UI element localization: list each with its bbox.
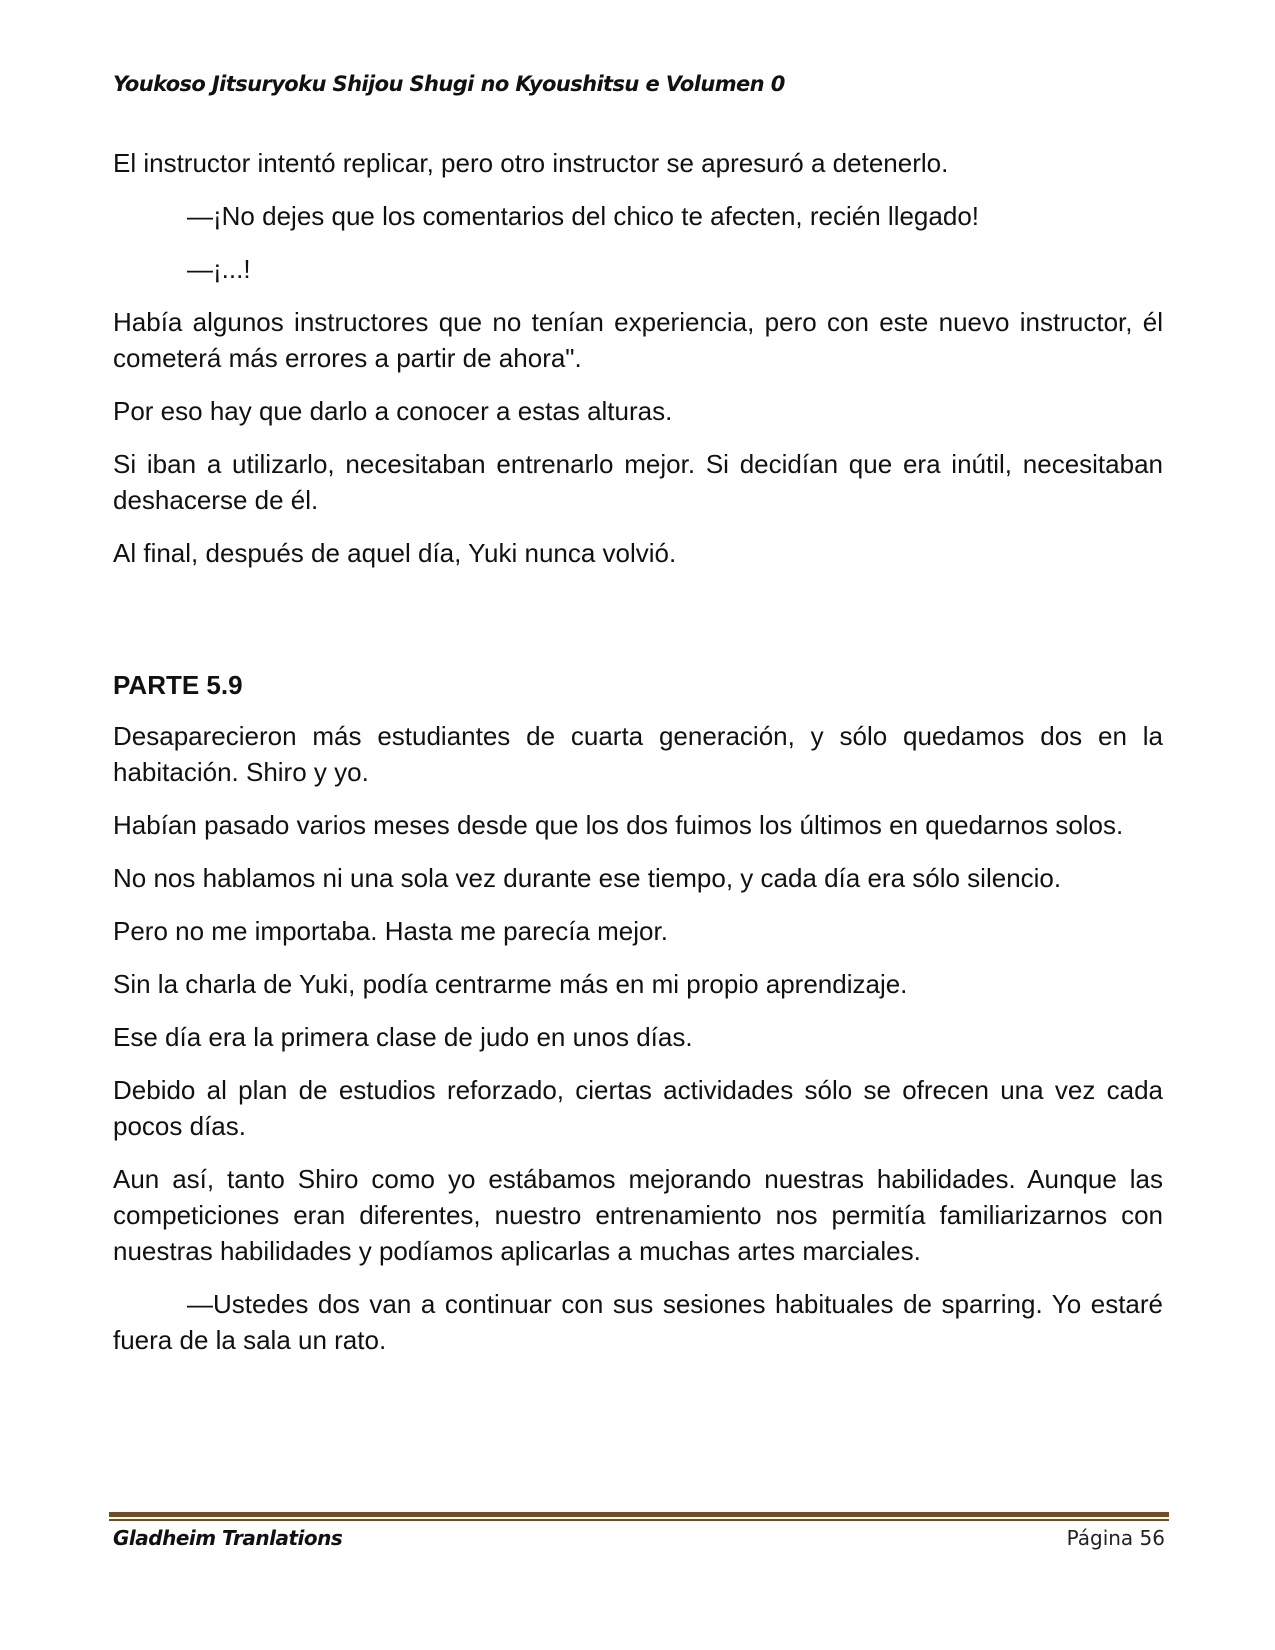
page-header-title: Youkoso Jitsuryoku Shijou Shugi no Kyoushitsu e Volumen 0 xyxy=(113,72,785,96)
section-heading: PARTE 5.9 xyxy=(113,670,243,700)
paragraph: Debido al plan de estudios reforzado, ciertas actividades sólo se ofrecen una vez cada pocos días. xyxy=(113,1075,1163,1141)
page-body xyxy=(113,145,1163,1375)
footer-page-number xyxy=(1067,1526,1165,1550)
paragraph: Aun así, tanto Shiro como yo estábamos mejorando nuestras habilidades. Aunque las competiciones eran diferentes, nuestro entrenamiento nos permitía familiarizarnos con nuestras habilidades y podíamos aplicarlas a muchas artes marciales. xyxy=(113,1164,1163,1266)
paragraph: Pero no me importaba. Hasta me parecía mejor. xyxy=(113,916,668,946)
dialogue-line: —¡...! xyxy=(187,254,251,284)
footer-publisher: Gladheim Tranlations xyxy=(113,1526,343,1550)
paragraph: Desaparecieron más estudiantes de cuarta generación, y sólo quedamos dos en la habitación. Shiro y yo. xyxy=(113,721,1163,787)
paragraph: Había algunos instructores que no tenían experiencia, pero con este nuevo instructor, él cometerá más errores a partir de ahora". xyxy=(113,307,1163,373)
paragraph: Si iban a utilizarlo, necesitaban entrenarlo mejor. Si decidían que era inútil, necesitaban deshacerse de él. xyxy=(113,449,1163,515)
paragraph: Sin la charla de Yuki, podía centrarme más en mi propio aprendizaje. xyxy=(113,969,908,999)
footer-divider-thin xyxy=(109,1519,1169,1521)
footer-divider-thick xyxy=(109,1512,1169,1517)
paragraph: El instructor intentó replicar, pero otro instructor se apresuró a detenerlo. xyxy=(113,148,949,178)
dialogue-line: —¡No dejes que los comentarios del chico te afecten, recién llegado! xyxy=(187,201,979,231)
dialogue-paragraph: —Ustedes dos van a continuar con sus sesiones habituales de sparring. Yo estaré fuera de la sala un rato. xyxy=(113,1289,1163,1355)
paragraph: Ese día era la primera clase de judo en unos días. xyxy=(113,1022,693,1052)
paragraph: Habían pasado varios meses desde que los dos fuimos los últimos en quedarnos solos. xyxy=(113,810,1124,840)
page-number: 56 xyxy=(1139,1526,1165,1550)
page-label: Página xyxy=(1066,1526,1134,1550)
paragraph: Al final, después de aquel día, Yuki nunca volvió. xyxy=(113,538,677,568)
paragraph: Por eso hay que darlo a conocer a estas alturas. xyxy=(113,396,673,426)
paragraph: No nos hablamos ni una sola vez durante ese tiempo, y cada día era sólo silencio. xyxy=(113,863,1062,893)
